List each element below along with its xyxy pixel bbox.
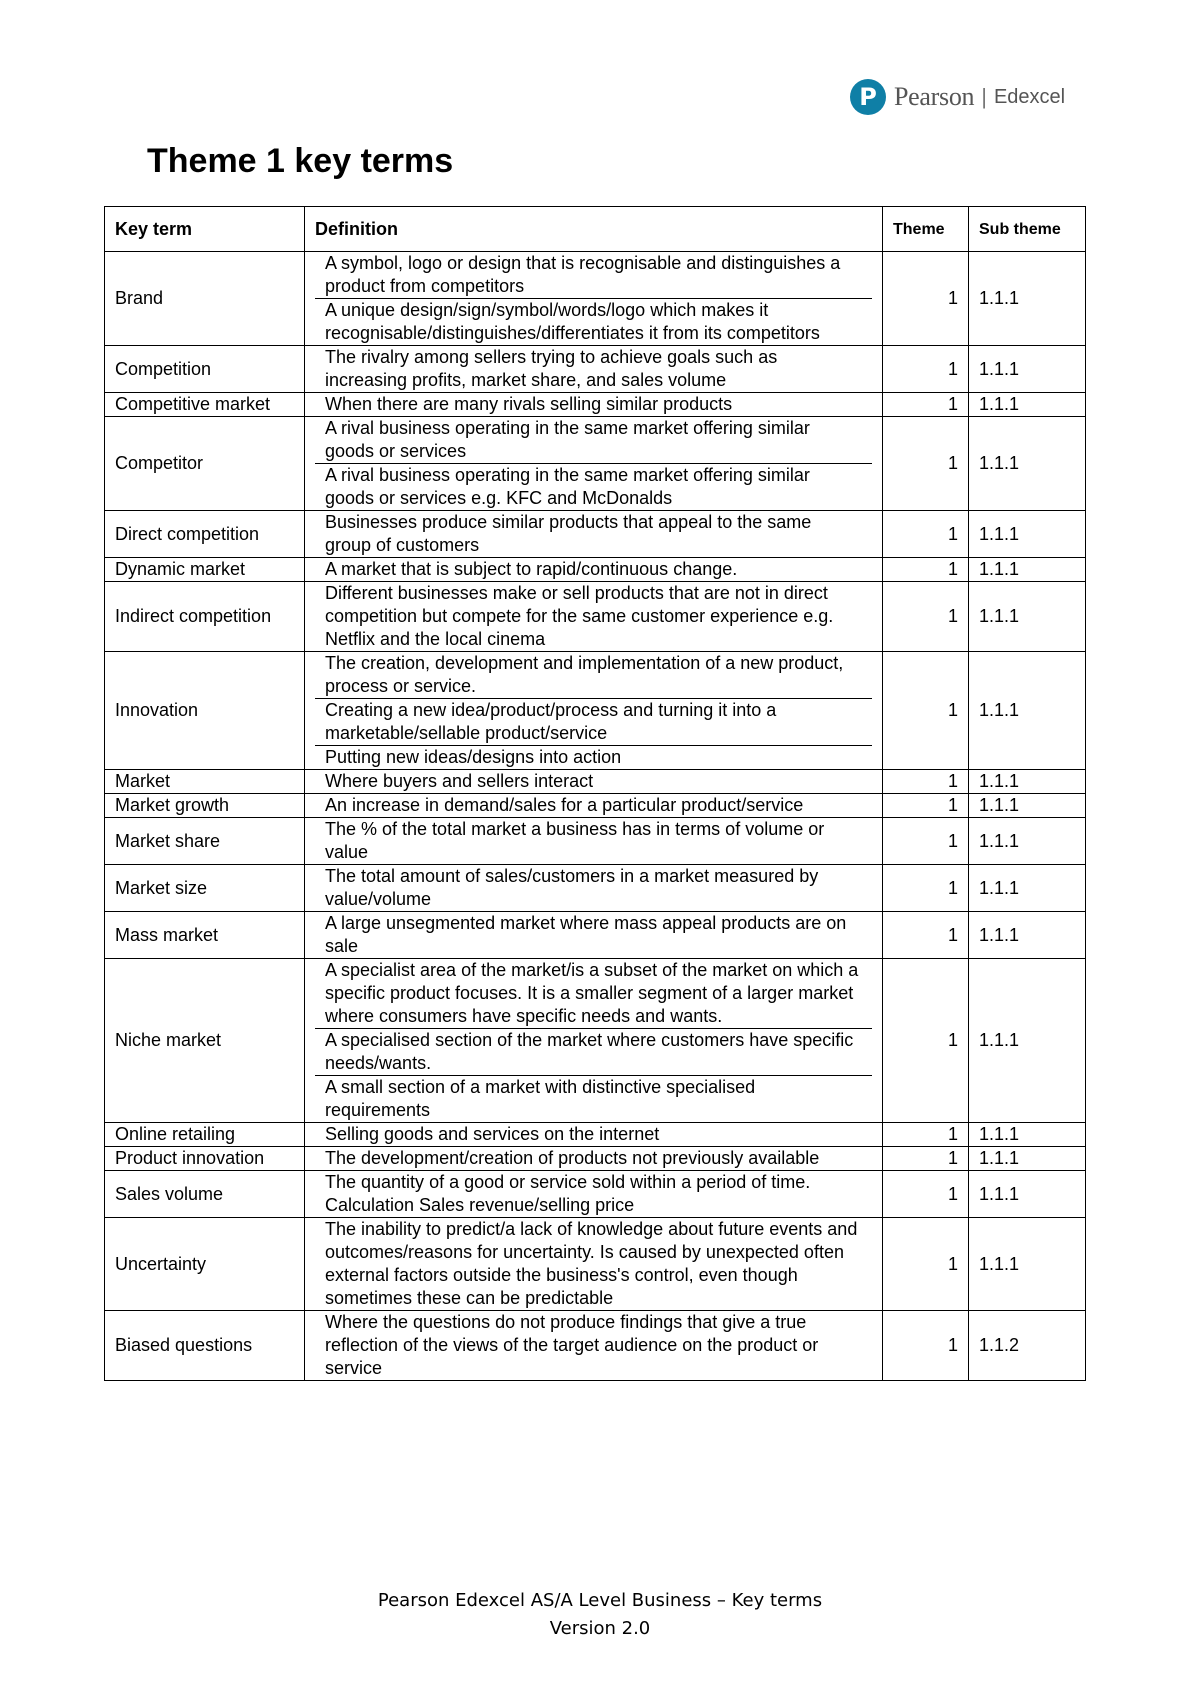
key-term-cell: Market [105,770,305,794]
definition-text: A market that is subject to rapid/continuous change. [325,559,738,579]
sub-theme-cell: 1.1.1 [969,1123,1086,1147]
definition-cell [305,912,883,959]
sub-theme-cell: 1.1.1 [969,794,1086,818]
table-row [105,1171,1086,1218]
key-term-cell: Uncertainty [105,1218,305,1311]
definition-text: The development/creation of products not previously available [325,1148,820,1168]
theme-cell: 1 [883,652,969,770]
footer-line-2: Version 2.0 [549,1618,651,1639]
definition-cell [305,770,883,794]
table-row [105,959,1086,1123]
definition-cell [305,558,883,582]
definition-text: Selling goods and services on the internet [325,1124,660,1144]
definition-text: When there are many rivals selling similar products [325,394,733,414]
theme-cell: 1 [883,1171,969,1218]
sub-theme-cell: 1.1.1 [969,1171,1086,1218]
definition-text: A unique design/sign/symbol/words/logo which makes it recognisable/distinguishes/differentiates it from its competitors [315,298,872,345]
theme-cell: 1 [883,959,969,1123]
definition-cell [305,417,883,511]
definition-cell [305,393,883,417]
key-term-cell: Competitor [105,417,305,511]
sub-theme-cell: 1.1.1 [969,582,1086,652]
definition-text: An increase in demand/sales for a particular product/service [325,795,804,815]
sub-theme-cell: 1.1.1 [969,770,1086,794]
definition-cell [305,818,883,865]
definition-text: The quantity of a good or service sold within a period of time. Calculation Sales revenue/selling price [325,1172,811,1215]
logo-separator: | [981,84,987,109]
theme-cell: 1 [883,252,969,346]
definition-cell [305,1218,883,1311]
theme-cell: 1 [883,346,969,393]
definition-text: The total amount of sales/customers in a market measured by value/volume [325,866,819,909]
key-term-cell: Niche market [105,959,305,1123]
key-term-cell: Competitive market [105,393,305,417]
table-row [105,393,1086,417]
table-row [105,912,1086,959]
definition-text: Different businesses make or sell products that are not in direct competition but compete for the same customer experience e.g. Netflix and the local cinema [325,583,834,649]
definition-text: The creation, development and implementation of a new product, process or service. [325,653,844,696]
definition-text: Where the questions do not produce findings that give a true reflection of the views of the target audience on the product or service [325,1312,819,1378]
definition-cell [305,865,883,912]
table-row [105,417,1086,511]
table-row [105,794,1086,818]
sub-theme-cell: 1.1.1 [969,252,1086,346]
table-row [105,252,1086,346]
theme-cell: 1 [883,1311,969,1381]
sub-theme-cell: 1.1.1 [969,818,1086,865]
key-term-cell: Product innovation [105,1147,305,1171]
definition-text: Creating a new idea/product/process and turning it into a marketable/sellable product/service [315,698,872,745]
definition-cell [305,1311,883,1381]
definition-text: The % of the total market a business has in terms of volume or value [325,819,825,862]
table-row [105,1123,1086,1147]
key-term-cell: Market share [105,818,305,865]
table-row [105,1218,1086,1311]
table-row [105,652,1086,770]
key-term-cell: Innovation [105,652,305,770]
definition-cell [305,582,883,652]
key-term-cell: Brand [105,252,305,346]
sub-theme-cell: 1.1.1 [969,346,1086,393]
table-row [105,865,1086,912]
table-row [105,818,1086,865]
theme-cell: 1 [883,770,969,794]
definition-cell [305,652,883,770]
definition-cell [305,1123,883,1147]
table-row [105,582,1086,652]
theme-cell: 1 [883,558,969,582]
definition-text: A specialist area of the market/is a subset of the market on which a specific product focuses. It is a smaller segment of a larger market where consumers have specific needs and wants. [325,960,859,1026]
definition-text: A small section of a market with distinctive specialised requirements [315,1075,872,1122]
definition-text: A rival business operating in the same market offering similar goods or services e.g. KFC and McDonalds [315,463,872,510]
header-sub-theme: Sub theme [969,207,1086,252]
theme-cell: 1 [883,1123,969,1147]
key-term-cell: Market growth [105,794,305,818]
definition-text: A symbol, logo or design that is recognisable and distinguishes a product from competitors [325,253,841,296]
page-footer [0,1587,1200,1643]
table-row [105,346,1086,393]
sub-theme-cell: 1.1.1 [969,912,1086,959]
footer-line-1: Pearson Edexcel AS/A Level Business – Key terms [377,1590,823,1611]
key-term-cell: Dynamic market [105,558,305,582]
table-row [105,511,1086,558]
table-body [105,252,1086,1381]
theme-cell: 1 [883,912,969,959]
sub-theme-cell: 1.1.1 [969,393,1086,417]
key-term-cell: Indirect competition [105,582,305,652]
table-row [105,770,1086,794]
sub-theme-cell: 1.1.1 [969,1218,1086,1311]
pearson-edexcel-logo [850,75,1065,119]
sub-theme-cell: 1.1.1 [969,652,1086,770]
sub-theme-cell: 1.1.1 [969,511,1086,558]
definition-text: Where buyers and sellers interact [325,771,594,791]
page-title: Theme 1 key terms [147,142,454,180]
sub-theme-cell: 1.1.1 [969,417,1086,511]
definition-text: The rivalry among sellers trying to achieve goals such as increasing profits, market share, and sales volume [325,347,778,390]
pearson-logo-icon: P [850,79,886,115]
definition-text: Putting new ideas/designs into action [315,745,872,769]
definition-cell [305,346,883,393]
table-header-row [105,207,1086,252]
definition-cell [305,794,883,818]
header-definition: Definition [305,207,883,252]
definition-text: A rival business operating in the same market offering similar goods or services [325,418,810,461]
table-row [105,1147,1086,1171]
definition-text: Businesses produce similar products that appeal to the same group of customers [325,512,812,555]
theme-cell: 1 [883,818,969,865]
theme-cell: 1 [883,1218,969,1311]
theme-cell: 1 [883,417,969,511]
sub-theme-cell: 1.1.1 [969,959,1086,1123]
theme-cell: 1 [883,393,969,417]
table-row [105,1311,1086,1381]
logo-sub-text: Edexcel [993,85,1066,108]
theme-cell: 1 [883,511,969,558]
theme-cell: 1 [883,582,969,652]
key-term-cell: Mass market [105,912,305,959]
header-theme: Theme [883,207,969,252]
theme-cell: 1 [883,1147,969,1171]
sub-theme-cell: 1.1.1 [969,865,1086,912]
key-term-cell: Direct competition [105,511,305,558]
key-terms-table [104,206,1086,1381]
logo-brand-text: Pearson [894,82,975,111]
key-term-cell: Online retailing [105,1123,305,1147]
definition-cell [305,1147,883,1171]
theme-cell: 1 [883,794,969,818]
definition-text: A large unsegmented market where mass appeal products are on sale [325,913,847,956]
theme-cell: 1 [883,865,969,912]
key-term-cell: Market size [105,865,305,912]
key-term-cell: Competition [105,346,305,393]
definition-cell [305,1171,883,1218]
definition-cell [305,511,883,558]
table-row [105,558,1086,582]
definition-cell [305,959,883,1123]
definition-text: The inability to predict/a lack of knowledge about future events and outcomes/reasons for uncertainty. Is caused by unexpected often external factors outside the business's control, even though sometimes these can be predictable [325,1219,858,1308]
key-term-cell: Biased questions [105,1311,305,1381]
sub-theme-cell: 1.1.1 [969,1147,1086,1171]
key-term-cell: Sales volume [105,1171,305,1218]
definition-text: A specialised section of the market where customers have specific needs/wants. [315,1028,872,1075]
sub-theme-cell: 1.1.2 [969,1311,1086,1381]
sub-theme-cell: 1.1.1 [969,558,1086,582]
header-key-term: Key term [105,207,305,252]
definition-cell [305,252,883,346]
